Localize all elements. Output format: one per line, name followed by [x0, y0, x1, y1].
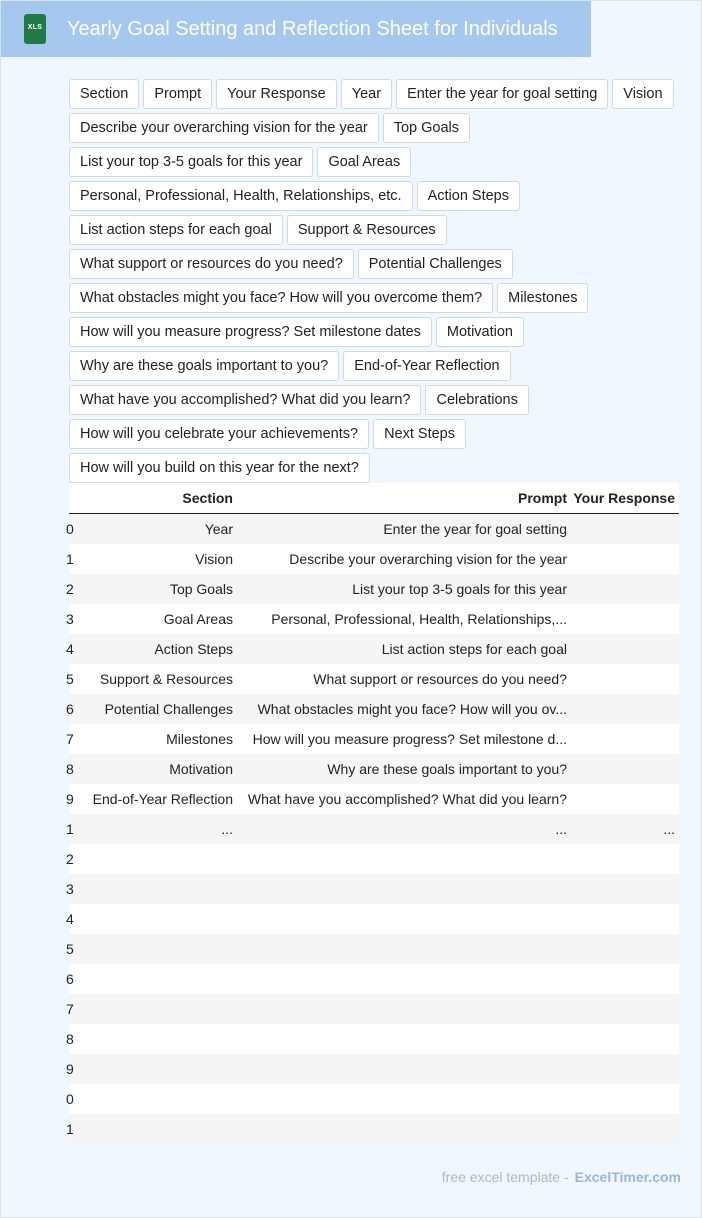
row-index-label: 6: [66, 971, 74, 987]
cell-prompt[interactable]: [237, 1084, 571, 1114]
cell-section[interactable]: [75, 844, 237, 874]
table-row: [69, 1054, 679, 1084]
field-chip-list: [69, 79, 684, 483]
field-chip[interactable]: What support or resources do you need?: [69, 249, 354, 279]
cell-prompt[interactable]: Why are these goals important to you?: [237, 754, 571, 784]
table-row: [69, 754, 679, 784]
table-row: [69, 574, 679, 604]
cell-your-response[interactable]: [571, 724, 679, 754]
xls-icon-label: XLS: [27, 24, 43, 31]
cell-prompt[interactable]: [237, 1054, 571, 1084]
table-row: [69, 544, 679, 574]
row-index-label: 0: [66, 521, 74, 537]
cell-prompt[interactable]: Personal, Professional, Health, Relationships,...: [237, 604, 571, 634]
cell-section[interactable]: [75, 874, 237, 904]
cell-section[interactable]: [75, 904, 237, 934]
cell-prompt[interactable]: How will you measure progress? Set milestone d...: [237, 724, 571, 754]
row-index-label: 1: [66, 821, 74, 837]
table-row: [69, 814, 679, 844]
cell-section[interactable]: [75, 964, 237, 994]
cell-your-response[interactable]: [571, 544, 679, 574]
cell-prompt[interactable]: [237, 844, 571, 874]
cell-section[interactable]: [75, 1024, 237, 1054]
header-prompt[interactable]: Prompt: [237, 483, 571, 514]
row-index-label: 2: [66, 851, 74, 867]
cell-section[interactable]: [75, 1054, 237, 1084]
row-index-label: 6: [66, 701, 74, 717]
field-chip[interactable]: Your Response: [216, 79, 337, 109]
cell-your-response[interactable]: [571, 754, 679, 784]
table-row: [69, 784, 679, 814]
table-row: [69, 604, 679, 634]
table-row: [69, 514, 679, 545]
cell-prompt[interactable]: Describe your overarching vision for the year: [237, 544, 571, 574]
cell-your-response[interactable]: [571, 514, 679, 545]
field-chip[interactable]: Goal Areas: [317, 147, 411, 177]
cell-prompt[interactable]: [237, 874, 571, 904]
table-header-row: [69, 483, 679, 514]
row-index-label: 8: [66, 761, 74, 777]
header-your-response[interactable]: Your Response: [571, 483, 679, 514]
row-index-label: 2: [66, 581, 74, 597]
cell-section[interactable]: Top Goals: [75, 574, 237, 604]
row-index-label: 3: [66, 611, 74, 627]
cell-section[interactable]: Year: [75, 514, 237, 545]
cell-prompt[interactable]: [237, 1114, 571, 1144]
cell-prompt[interactable]: List your top 3-5 goals for this year: [237, 574, 571, 604]
cell-your-response[interactable]: [571, 694, 679, 724]
row-index-label: 3: [66, 881, 74, 897]
data-table-container: [66, 483, 679, 1144]
cell-section[interactable]: Goal Areas: [75, 604, 237, 634]
field-chip[interactable]: Support & Resources: [287, 215, 447, 245]
xls-file-icon: [22, 14, 48, 44]
cell-section[interactable]: [75, 1084, 237, 1114]
footer-credit: [442, 1169, 681, 1185]
field-chip[interactable]: Year: [341, 79, 392, 109]
row-index-label: 8: [66, 1031, 74, 1047]
field-chip[interactable]: Next Steps: [373, 419, 466, 449]
field-chip[interactable]: List your top 3-5 goals for this year: [69, 147, 313, 177]
cell-prompt[interactable]: Enter the year for goal setting: [237, 514, 571, 545]
cell-your-response[interactable]: [571, 844, 679, 874]
cell-prompt[interactable]: What obstacles might you face? How will you ov...: [237, 694, 571, 724]
field-chip[interactable]: Describe your overarching vision for the year: [69, 113, 379, 143]
cell-prompt[interactable]: [237, 934, 571, 964]
cell-section[interactable]: [75, 1114, 237, 1144]
cell-section[interactable]: Vision: [75, 544, 237, 574]
field-chip[interactable]: Top Goals: [383, 113, 470, 143]
field-chip[interactable]: Action Steps: [417, 181, 520, 211]
cell-prompt[interactable]: [237, 994, 571, 1024]
cell-prompt[interactable]: List action steps for each goal: [237, 634, 571, 664]
field-chip[interactable]: Milestones: [497, 283, 588, 313]
field-chip[interactable]: How will you celebrate your achievements?: [69, 419, 369, 449]
table-row: [69, 694, 679, 724]
table-row: [69, 964, 679, 994]
cell-prompt[interactable]: What have you accomplished? What did you learn?: [237, 784, 571, 814]
table-row: [69, 904, 679, 934]
cell-your-response[interactable]: [571, 1084, 679, 1114]
row-index-label: 5: [66, 941, 74, 957]
cell-section[interactable]: ...: [75, 814, 237, 844]
row-index-label: 4: [66, 641, 74, 657]
cell-your-response[interactable]: [571, 874, 679, 904]
cell-section[interactable]: End-of-Year Reflection: [75, 784, 237, 814]
field-chip[interactable]: Personal, Professional, Health, Relationships, etc.: [69, 181, 413, 211]
row-index-label: 7: [66, 1001, 74, 1017]
cell-your-response[interactable]: [571, 664, 679, 694]
cell-your-response[interactable]: [571, 574, 679, 604]
row-index-label: 0: [66, 1091, 74, 1107]
cell-section[interactable]: Motivation: [75, 754, 237, 784]
row-index-label: 7: [66, 731, 74, 747]
field-chip[interactable]: List action steps for each goal: [69, 215, 283, 245]
field-chip[interactable]: Potential Challenges: [358, 249, 513, 279]
footer-text: free excel template -: [441, 1169, 569, 1185]
data-table: [66, 483, 679, 1144]
row-index-label: 9: [66, 1061, 74, 1077]
row-index-label: 1: [66, 551, 74, 567]
table-row: [69, 634, 679, 664]
cell-prompt[interactable]: What support or resources do you need?: [237, 664, 571, 694]
row-index-label: 5: [66, 671, 74, 687]
table-row: [69, 664, 679, 694]
field-chip[interactable]: Section: [69, 79, 139, 109]
cell-section[interactable]: [75, 934, 237, 964]
field-chip[interactable]: What have you accomplished? What did you learn?: [69, 385, 421, 415]
cell-section[interactable]: Action Steps: [75, 634, 237, 664]
field-chip[interactable]: Motivation: [436, 317, 524, 347]
cell-your-response[interactable]: [571, 994, 679, 1024]
cell-your-response[interactable]: [571, 784, 679, 814]
table-row: [69, 934, 679, 964]
cell-section[interactable]: [75, 994, 237, 1024]
cell-your-response[interactable]: [571, 604, 679, 634]
row-index-label: 9: [66, 791, 74, 807]
table-row: [69, 994, 679, 1024]
field-chip[interactable]: Prompt: [143, 79, 212, 109]
field-chip[interactable]: Celebrations: [425, 385, 528, 415]
page-title: Yearly Goal Setting and Reflection Sheet for Individuals: [67, 17, 558, 40]
cell-your-response[interactable]: [571, 964, 679, 994]
cell-section[interactable]: Potential Challenges: [75, 694, 237, 724]
footer-brand-link[interactable]: ExcelTimer.com: [574, 1169, 681, 1185]
cell-your-response[interactable]: [571, 1054, 679, 1084]
table-row: [69, 1024, 679, 1054]
field-chip[interactable]: What obstacles might you face? How will you overcome them?: [69, 283, 493, 313]
cell-your-response[interactable]: [571, 904, 679, 934]
table-row: [69, 874, 679, 904]
cell-prompt[interactable]: [237, 1024, 571, 1054]
field-chip[interactable]: End-of-Year Reflection: [343, 351, 510, 381]
table-row: [69, 844, 679, 874]
cell-your-response[interactable]: [571, 934, 679, 964]
table-row: [69, 1084, 679, 1114]
row-index-label: 4: [66, 911, 74, 927]
header-section[interactable]: Section: [75, 483, 237, 514]
field-chip[interactable]: How will you build on this year for the next?: [69, 453, 370, 483]
cell-prompt[interactable]: [237, 964, 571, 994]
field-chip[interactable]: Why are these goals important to you?: [69, 351, 339, 381]
header-banner: [1, 1, 591, 57]
cell-your-response[interactable]: [571, 1114, 679, 1144]
cell-your-response[interactable]: ...: [571, 814, 679, 844]
table-row: [69, 1114, 679, 1144]
field-chip[interactable]: Enter the year for goal setting: [396, 79, 608, 109]
cell-section[interactable]: Support & Resources: [75, 664, 237, 694]
cell-prompt[interactable]: [237, 904, 571, 934]
cell-your-response[interactable]: [571, 1024, 679, 1054]
field-chip[interactable]: How will you measure progress? Set milestone dates: [69, 317, 432, 347]
row-index-label: 1: [66, 1121, 74, 1137]
cell-prompt[interactable]: ...: [237, 814, 571, 844]
cell-your-response[interactable]: [571, 634, 679, 664]
table-row: [69, 724, 679, 754]
cell-section[interactable]: Milestones: [75, 724, 237, 754]
field-chip[interactable]: Vision: [612, 79, 673, 109]
